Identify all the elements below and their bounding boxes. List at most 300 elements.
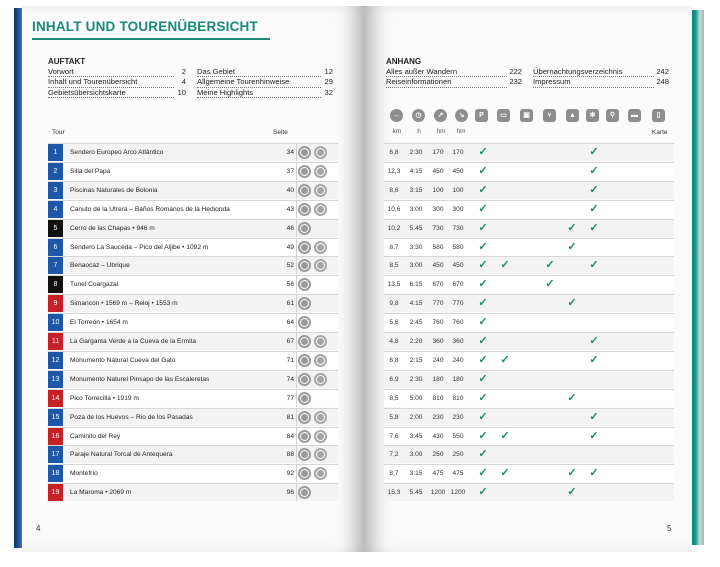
tour-number: 17 [48,446,63,463]
stat-up: 810 [432,394,444,402]
tour-page: 71 [286,356,294,364]
stat-h: 2:15 [409,356,423,364]
check-mark: ✓ [478,297,488,310]
tour-row[interactable] [48,351,338,369]
toc-entry-label: Reiseinformationen [386,77,507,87]
tour-row[interactable] [48,332,338,350]
tour-row-stats [384,389,674,407]
stat-km: 6,8 [389,356,399,364]
toc-entry-page: 32 [324,87,333,97]
tour-page: 84 [286,432,294,440]
tour-name: Simancon • 1569 m – Reloj • 1553 m [70,300,178,308]
stat-km: 13,5 [387,281,401,289]
family-friendly-icon [314,448,327,461]
difficulty-icon [298,392,311,405]
column-divider [296,446,297,463]
check-mark: ✓ [589,164,599,177]
difficulty-icon [298,316,311,329]
unit-label: hm [456,128,466,135]
check-mark: ✓ [500,429,510,442]
column-divider [296,409,297,426]
check-mark: ✓ [589,410,599,423]
stat-down: 670 [452,281,464,289]
tour-name: La Maroma • 2069 m [70,489,132,497]
stat-up: 170 [432,149,444,156]
tour-row[interactable] [48,181,338,199]
check-mark: ✓ [478,221,488,234]
toc-entry-label: Impressum [533,77,654,87]
header-karte: Karte [652,129,668,136]
tour-name: Monumento Natural Cueva del Gato [70,356,176,364]
difficulty-icon [298,354,311,367]
stat-up: 1200 [430,489,446,497]
column-divider [296,371,297,388]
stat-km: 15,3 [387,489,401,497]
tour-number: 2 [48,163,63,180]
toc-entry-page: 10 [177,87,186,97]
tour-number: 16 [48,428,63,445]
check-mark: ✓ [589,353,599,366]
stat-km: 6,9 [389,375,399,383]
tour-number: 8 [48,276,63,293]
stat-km: 10,2 [387,224,401,232]
toc-entry-page: 12 [324,67,333,76]
toc-entry[interactable] [48,77,186,87]
tour-row-stats [384,351,674,369]
toc-entry[interactable] [533,67,669,77]
tour-row[interactable] [48,294,338,312]
restaurant-icon: ⑂ [543,109,556,122]
family-friendly-icon [314,146,327,159]
stat-up: 760 [432,319,444,327]
stat-km: 8,5 [389,262,399,270]
family-friendly-icon [314,184,327,197]
tour-row[interactable] [48,427,338,445]
tour-name: Tunel Coargazal [70,281,119,289]
column-divider [296,239,297,256]
page-number-right: 5 [667,524,672,533]
tour-name: Caminito del Rey [70,432,121,440]
difficulty-icon [298,335,311,348]
toc-right-col1 [386,67,522,88]
page-number-left: 4 [36,524,41,533]
column-divider [296,220,297,237]
difficulty-icon [298,259,311,272]
section-auftakt: AUFTAKT [48,57,86,66]
check-mark: ✓ [478,486,488,499]
check-mark: ✓ [478,410,488,423]
stat-h: 2:30 [409,149,423,156]
check-mark: ✓ [589,259,599,272]
toc-entry-label: Meine Highlights [197,88,321,98]
stat-up: 360 [432,338,444,345]
tour-page: 88 [286,451,294,459]
toc-entry-label: Vorwort [48,67,174,77]
check-mark: ✓ [478,353,488,366]
tour-row-stats [384,294,674,312]
tour-name: Poza de los Huevos – Rio de los Pasadas [70,413,193,421]
tour-page: 74 [286,375,294,383]
tour-page: 92 [286,470,294,478]
stat-down: 100 [452,186,464,194]
stat-up: 475 [432,470,444,478]
stat-h: 2:20 [409,338,423,345]
check-mark: ✓ [589,183,599,196]
stat-h: 2:00 [409,413,423,421]
stat-h: 3:15 [409,186,423,194]
unit-label: hm [436,128,446,135]
tour-number: 12 [48,352,63,369]
toc-entry-page: 232 [509,77,522,87]
check-mark: ✓ [589,202,599,215]
family-friendly-icon [314,354,327,367]
difficulty-icon [298,448,311,461]
bike-icon: ⚲ [606,109,619,122]
toc-entry-page: 242 [656,67,669,76]
difficulty-icon [298,184,311,197]
stat-h: 6:15 [409,281,423,289]
tour-row-stats [384,256,674,274]
car-icon: ▬ [628,109,641,122]
tour-row[interactable] [48,370,338,388]
tour-page: 56 [286,281,294,289]
difficulty-icon [298,146,311,159]
tour-name: Pico Torrecilla • 1919 m [70,394,139,402]
tour-number: 9 [48,295,63,312]
family-friendly-icon [314,259,327,272]
tour-number: 13 [48,371,63,388]
stat-km: 7,6 [389,432,399,440]
stat-km: 9,8 [389,300,399,308]
train-icon: ▣ [520,109,533,122]
winter-icon: ✻ [586,109,599,122]
tour-page: 40 [286,186,294,194]
tour-name: La Garganta Verde a la Cueva de la Ermita [70,338,197,345]
stat-h: 3:00 [409,262,423,270]
toc-entry-label: Allgemeine Tourenhinweise [197,77,321,87]
tour-page: 96 [286,489,294,497]
check-mark: ✓ [545,259,555,272]
stat-up: 730 [432,224,444,232]
check-mark: ✓ [589,429,599,442]
stat-h: 5:45 [409,224,423,232]
check-mark: ✓ [589,335,599,347]
header-tour: Tour [52,129,65,136]
tour-number: 5 [48,220,63,237]
column-divider [296,465,297,482]
stat-km: 8,7 [389,243,399,251]
family-friendly-icon [314,165,327,178]
parking-icon: P [475,109,488,122]
toc-entry-label: Das Gebiet [197,67,321,77]
difficulty-icon [298,165,311,178]
tour-name: Sendero La Sauceda – Pico del Aljibe • 1092 m [70,243,209,251]
stat-up: 770 [432,300,444,308]
check-mark: ✓ [478,429,488,442]
tour-row-stats [384,445,674,463]
column-divider [296,163,297,180]
check-mark: ✓ [500,467,510,480]
difficulty-icon [298,222,311,235]
family-friendly-icon [314,411,327,424]
tour-row-stats [384,483,674,501]
stat-km: 6,8 [389,149,399,156]
tour-name: Cerro de las Chapas • 946 m [70,224,155,232]
toc-entry-page: 222 [509,67,522,76]
toc-entry-label: Inhalt und Tourenübersicht [48,77,174,87]
stat-down: 230 [452,413,464,421]
tour-name: Silla del Papa [70,167,111,175]
tour-page: 64 [286,319,294,327]
tour-row[interactable] [48,464,338,482]
page-title: INHALT UND TOURENÜBERSICHT [32,19,258,34]
check-mark: ✓ [478,164,488,177]
tour-row[interactable] [48,256,338,274]
tour-row-stats [384,408,674,426]
tour-row-stats [384,332,674,350]
stat-up: 430 [432,432,444,440]
stat-down: 450 [452,262,464,270]
toc-entry[interactable] [197,67,333,77]
column-divider [296,352,297,369]
stat-down: 760 [452,319,464,327]
check-mark: ✓ [478,259,488,272]
stat-km: 8,5 [389,394,399,402]
toc-entry[interactable] [197,77,333,87]
check-mark: ✓ [589,467,599,480]
tour-row[interactable] [48,143,338,161]
tour-page: 67 [286,338,294,345]
check-mark: ✓ [478,183,488,196]
check-mark: ✓ [478,391,488,404]
stat-up: 670 [432,281,444,289]
toc-entry[interactable] [386,77,522,87]
distance-icon: ↔ [390,109,403,122]
bus-icon: ▭ [497,109,510,122]
tour-row[interactable] [48,483,338,501]
toc-entry-label: Alles außer Wandern [386,67,507,77]
toc-entry-label: Übernachtungsverzeichnis [533,67,654,77]
stat-down: 1200 [450,489,466,497]
stat-h: 2:30 [409,375,423,383]
tour-name: Sendero Europeo Arco Atlántico [70,149,164,156]
tour-row[interactable] [48,408,338,426]
stat-down: 170 [452,149,464,156]
column-divider [296,276,297,293]
tour-row-stats [384,238,674,256]
check-mark: ✓ [567,467,577,480]
stat-up: 300 [432,205,444,213]
tour-page: 43 [286,205,294,213]
descent-icon: ↘ [455,109,468,122]
check-mark: ✓ [500,259,510,272]
stat-h: 3:00 [409,451,423,459]
stat-km: 10,6 [387,205,401,213]
cover-right-edge [690,10,704,545]
stat-km: 5,8 [389,413,399,421]
stat-down: 810 [452,394,464,402]
column-divider [296,484,297,501]
stat-up: 450 [432,167,444,175]
column-divider [296,257,297,274]
tour-page: 77 [286,394,294,402]
check-mark: ✓ [478,372,488,385]
tour-page: 49 [286,243,294,251]
family-friendly-icon [314,467,327,480]
tour-number: 14 [48,390,63,407]
check-mark: ✓ [478,448,488,461]
tour-row[interactable] [48,445,338,463]
tour-row[interactable] [48,238,338,256]
check-mark: ✓ [567,240,577,253]
tour-row-stats [384,275,674,293]
check-mark: ✓ [567,297,577,310]
tour-name: Benaocaz – Ubrique [70,262,130,270]
difficulty-icon [298,278,311,291]
stat-km: 5,6 [389,319,399,327]
tour-number: 19 [48,484,63,501]
tour-number: 4 [48,201,63,218]
column-divider [296,333,297,350]
column-divider [296,295,297,312]
column-divider [296,144,297,161]
stat-up: 100 [432,186,444,194]
difficulty-icon [298,241,311,254]
column-divider [296,390,297,407]
tour-page: 37 [286,167,294,175]
stat-km: 12,3 [387,167,401,175]
stat-km: 7,2 [389,451,399,459]
summit-icon: ▲ [566,109,579,122]
difficulty-icon [298,203,311,216]
stat-up: 580 [432,243,444,251]
tour-row-stats [384,162,674,180]
check-mark: ✓ [478,278,488,291]
tour-row[interactable] [48,162,338,180]
stat-h: 2:45 [409,319,423,327]
stat-down: 300 [452,205,464,213]
tour-row-stats [384,181,674,199]
check-mark: ✓ [567,486,577,499]
tour-row-stats [384,200,674,218]
toc-right-col2 [533,67,669,88]
check-mark: ✓ [589,221,599,234]
stat-down: 580 [452,243,464,251]
tour-row-stats [384,143,674,161]
stat-h: 4:15 [409,300,423,308]
stat-down: 475 [452,470,464,478]
tour-number: 18 [48,465,63,482]
tour-number: 10 [48,314,63,331]
toc-entry[interactable] [533,77,669,87]
stat-down: 770 [452,300,464,308]
header-seite: Seite [273,129,288,136]
check-mark: ✓ [567,221,577,234]
stat-up: 250 [432,451,444,459]
toc-entry[interactable] [386,67,522,77]
stat-down: 240 [452,356,464,364]
check-mark: ✓ [478,240,488,253]
stat-down: 450 [452,167,464,175]
stat-h: 3:00 [409,205,423,213]
toc-entry[interactable] [48,88,186,98]
stat-up: 180 [432,375,444,383]
stat-km: 4,8 [389,338,399,345]
difficulty-icon [298,467,311,480]
stat-down: 250 [452,451,464,459]
stat-up: 450 [432,262,444,270]
tour-name: Montefrío [70,470,98,478]
title-underline [32,38,270,40]
check-mark: ✓ [567,391,577,404]
check-mark: ✓ [478,467,488,480]
difficulty-icon [298,373,311,386]
tour-number: 1 [48,144,63,161]
family-friendly-icon [314,203,327,216]
stat-h: 3:30 [409,243,423,251]
difficulty-icon [298,297,311,310]
stat-h: 5:00 [409,394,423,402]
unit-label: h [417,128,421,135]
toc-entry[interactable] [197,88,333,98]
toc-entry-page: 29 [324,77,333,87]
tour-name: Monumento Naturel Pinsapo de las Escaleretas [70,375,210,383]
tour-name: Paraje Natural Torcal de Antequera [70,451,173,459]
stat-h: 3:45 [409,432,423,440]
stat-h: 4:15 [409,167,423,175]
tour-row[interactable] [48,219,338,237]
tour-page: 34 [286,149,294,156]
tour-page: 81 [286,413,294,421]
difficulty-icon [298,411,311,424]
tour-row-stats [384,427,674,445]
stat-h: 3:15 [409,470,423,478]
tour-row[interactable] [48,275,338,293]
family-friendly-icon [314,241,327,254]
stat-down: 730 [452,224,464,232]
stat-h: 5:45 [409,489,423,497]
check-mark: ✓ [478,316,488,329]
toc-entry-page: 2 [181,67,186,76]
check-mark: ✓ [478,335,488,347]
family-friendly-icon [314,335,327,348]
toc-left-col1 [48,67,186,98]
column-divider [296,314,297,331]
family-friendly-icon [314,373,327,386]
stat-down: 180 [452,375,464,383]
check-mark: ✓ [589,146,599,158]
toc-entry-page: 248 [656,77,669,87]
ascent-icon: ↗ [434,109,447,122]
tour-page: 52 [286,262,294,270]
difficulty-icon [298,430,311,443]
tour-row[interactable] [48,313,338,331]
tour-number: 7 [48,257,63,274]
tour-number: 15 [48,409,63,426]
column-divider [296,182,297,199]
toc-entry[interactable] [48,67,186,77]
stat-down: 550 [452,432,464,440]
time-icon: ◷ [412,109,425,122]
tour-row[interactable] [48,200,338,218]
tour-number: 6 [48,239,63,256]
check-mark: ✓ [500,353,510,366]
tour-row-stats [384,313,674,331]
family-friendly-icon [314,430,327,443]
tour-row[interactable] [48,389,338,407]
toc-left-col2 [197,67,333,98]
tour-name: Piscinas Naturales de Bolonia [70,186,158,194]
